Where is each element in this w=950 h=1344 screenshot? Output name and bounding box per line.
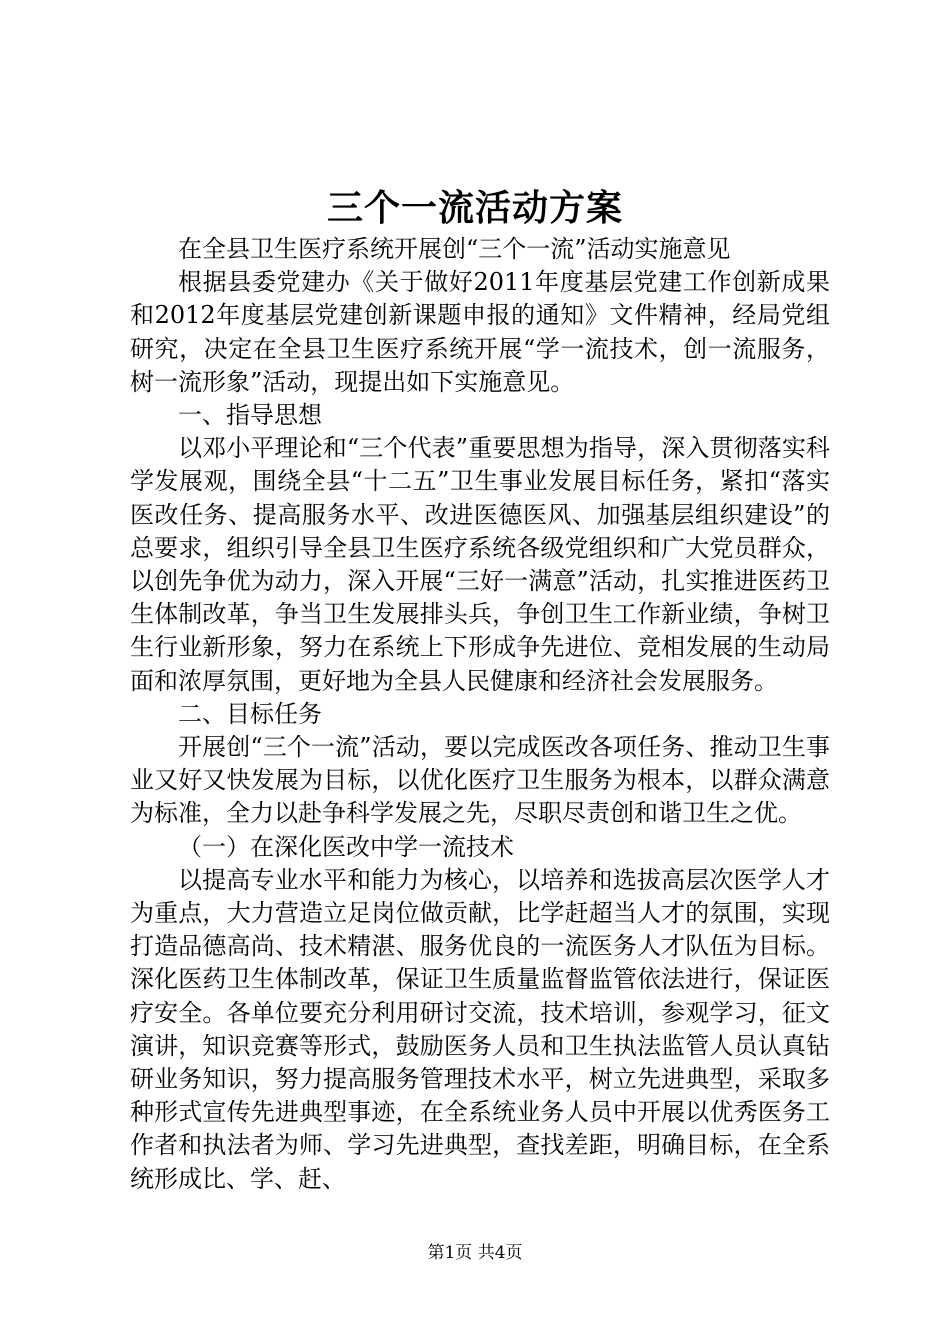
- goals-paragraph: 开展创“三个一流”活动，要以完成医改各项任务、推动卫生事业又好又快发展为目标，以优化医疗卫生服务为根本，以群众满意为标准，全力以赴争科学发展之先，尽职尽责创和谐卫生之优。: [130, 733, 830, 828]
- document-title: 三个一流活动方案: [326, 187, 623, 229]
- subsection-heading-first-class-technology: （一）在深化医改中学一流技术: [178, 832, 514, 861]
- document-body: [130, 233, 830, 1196]
- page-footer: 第1页 共4页: [427, 1243, 523, 1263]
- section-heading-guiding-ideology: 一、指导思想: [178, 401, 322, 430]
- subtitle-paragraph: 在全县卫生医疗系统开展创“三个一流”活动实施意见: [178, 235, 731, 263]
- section-heading-goals: 二、目标任务: [178, 699, 322, 728]
- intro-paragraph: 根据县委党建办《关于做好2011年度基层党建工作创新成果和2012年度基层党建创新课题申报的通知》文件精神，经局党组研究，决定在全县卫生医疗系统开展“学一流技术，创一流服务，树一流形象”活动，现提出如下实施意见。: [130, 268, 830, 396]
- guiding-ideology-paragraph: 以邓小平理论和“三个代表”重要思想为指导，深入贯彻落实科学发展观，围绕全县“十二五”卫生事业发展目标任务，紧扣“落实医改任务、提高服务水平、改进医德医风、加强基层组织建设”的总要求，组织引导全县卫生医疗系统各级党组织和广大党员群众，以创先争优为动力，深入开展“三好一满意”活动，扎实推进医药卫生体制改革，争当卫生发展排头兵，争创卫生工作新业绩，争树卫生行业新形象，努力在系统上下形成争先进位、竞相发展的生动局面和浓厚氛围，更好地为全县人民健康和经济社会发展服务。: [130, 434, 830, 695]
- first-class-technology-paragraph: 以提高专业水平和能力为核心，以培养和选拔高层次医学人才为重点，大力营造立足岗位做贡献，比学赶超当人才的氛围，实现打造品德高尚、技术精湛、服务优良的一流医务人才队伍为目标。深化医药卫生体制改革，保证卫生质量监督监管依法进行，保证医疗安全。各单位要充分利用研讨交流，技术培训，参观学习，征文演讲，知识竞赛等形式，鼓励医务人员和卫生执法监管人员认真钻研业务知识，努力提高服务管理技术水平，树立先进典型，采取多种形式宣传先进典型事迹，在全系统业务人员中开展以优秀医务工作者和执法者为师、学习先进典型，查找差距，明确目标，在全系统形成比、学、赶、: [130, 865, 830, 1193]
